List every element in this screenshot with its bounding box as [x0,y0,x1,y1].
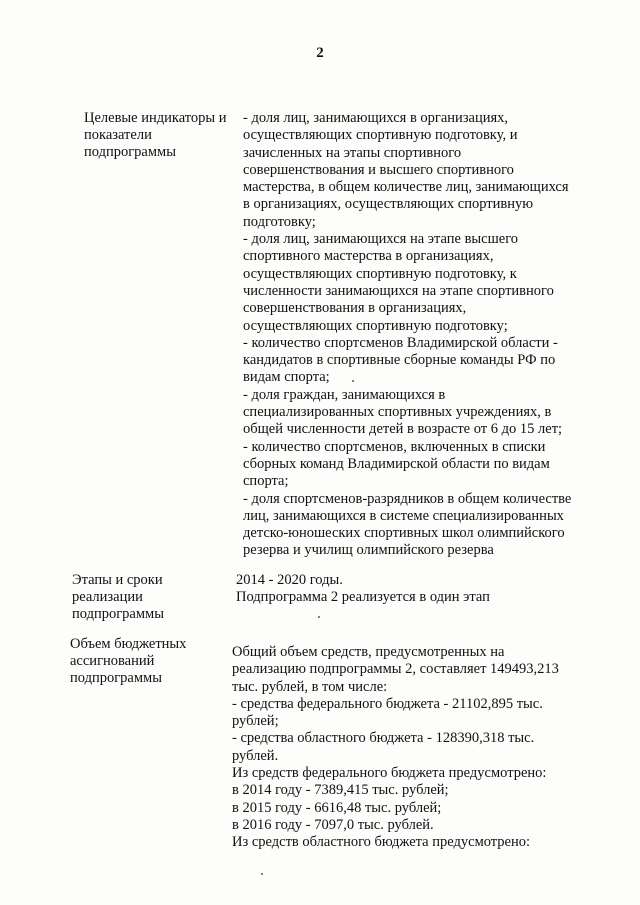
indicators-line: спорта; [243,473,289,490]
label-line: подпрограммы [72,606,164,622]
label-line: Целевые индикаторы и [84,110,227,126]
indicators-line: зачисленных на этапы спортивного [243,144,462,161]
stages-label [72,572,232,623]
indicators-line: подготовку; [243,213,316,230]
indicators-line: резерва и училищ олимпийского резерва [243,542,494,559]
budget-line: - средства федерального бюджета - 21102,895 тыс. [232,695,543,712]
label-line: подпрограммы [70,670,162,686]
budget-line: Из средств областного бюджета предусмотрено: [232,834,531,851]
indicators-line: лиц, занимающихся в системе специализированных [243,507,564,524]
indicators-line: мастерства, в общем количестве лиц, занимающихся [243,179,569,196]
indicators-line: общей численности детей в возрасте от 6 до 15 лет; [243,421,563,438]
stages-content [236,572,490,607]
label-line: реализации [72,589,143,605]
indicators-line: в организациях, осуществляющих спортивную [243,196,534,213]
budget-line: тыс. рублей, в том числе: [232,678,388,695]
indicators-content [243,110,571,560]
budget-line: Из средств федерального бюджета предусмотрено: [232,765,547,782]
stages-line: Подпрограмма 2 реализуется в один этап [236,589,490,606]
label-line: Объем бюджетных [70,636,187,652]
budget-line: Общий объем средств, предусмотренных на [232,644,505,660]
indicators-line: - доля лиц, занимающихся в организациях, [243,110,509,126]
budget-line: - средства областного бюджета - 128390,318 тыс. [232,730,535,747]
page-number: 2 [316,45,324,61]
budget-line: в 2014 году - 7389,415 тыс. рублей; [232,782,449,799]
indicators-line: сборных команд Владимирской области по видам [243,455,550,472]
budget-line: рублей; [232,713,279,730]
budget-line: в 2015 году - 6616,48 тыс. рублей; [232,799,442,816]
indicators-line: численности занимающихся на этапе спортивного [243,282,554,299]
indicators-line: - количество спортсменов Владимирской области - [243,334,558,351]
budget-line: реализацию подпрограммы 2, составляет 149493,213 [232,661,559,678]
indicators-line: совершенствования в организациях, [243,300,467,317]
indicators-line: осуществляющих спортивную подготовку; [243,317,508,334]
indicators-line: - доля спортсменов-разрядников в общем количестве [243,490,572,507]
scan-speck [261,873,263,875]
budget-line: в 2016 году - 7097,0 тыс. рублей. [232,816,434,833]
indicators-line: осуществляющих спортивную подготовку, и [243,127,518,144]
indicators-line: осуществляющих спортивную подготовку, к [243,265,517,282]
indicators-line: кандидатов в спортивные сборные команды РФ по [243,352,556,369]
label-line: ассигнований [70,653,155,669]
indicators-line: - доля граждан, занимающихся в [243,386,446,403]
scan-speck [352,380,354,382]
scan-speck [318,616,320,618]
indicators-line: специализированных спортивных учреждениях, в [243,404,552,421]
indicators-line: - количество спортсменов, включенных в списки [243,438,546,455]
budget-label [70,636,230,687]
indicators-line: детско-юношеских спортивных школ олимпийского [243,525,565,542]
label-line: показатели [84,127,152,143]
label-line: Этапы и сроки [72,572,163,588]
indicators-label [84,110,244,161]
stages-line: 2014 - 2020 годы. [236,572,343,588]
label-line: подпрограммы [84,144,176,160]
budget-content [232,644,559,852]
indicators-line: совершенствования и высшего спортивного [243,161,514,178]
budget-line: рублей. [232,747,279,764]
indicators-line: спортивного мастерства в организациях, [243,248,494,265]
indicators-line: - доля лиц, занимающихся на этапе высшего [243,231,519,248]
indicators-line: видам спорта; [243,369,330,386]
